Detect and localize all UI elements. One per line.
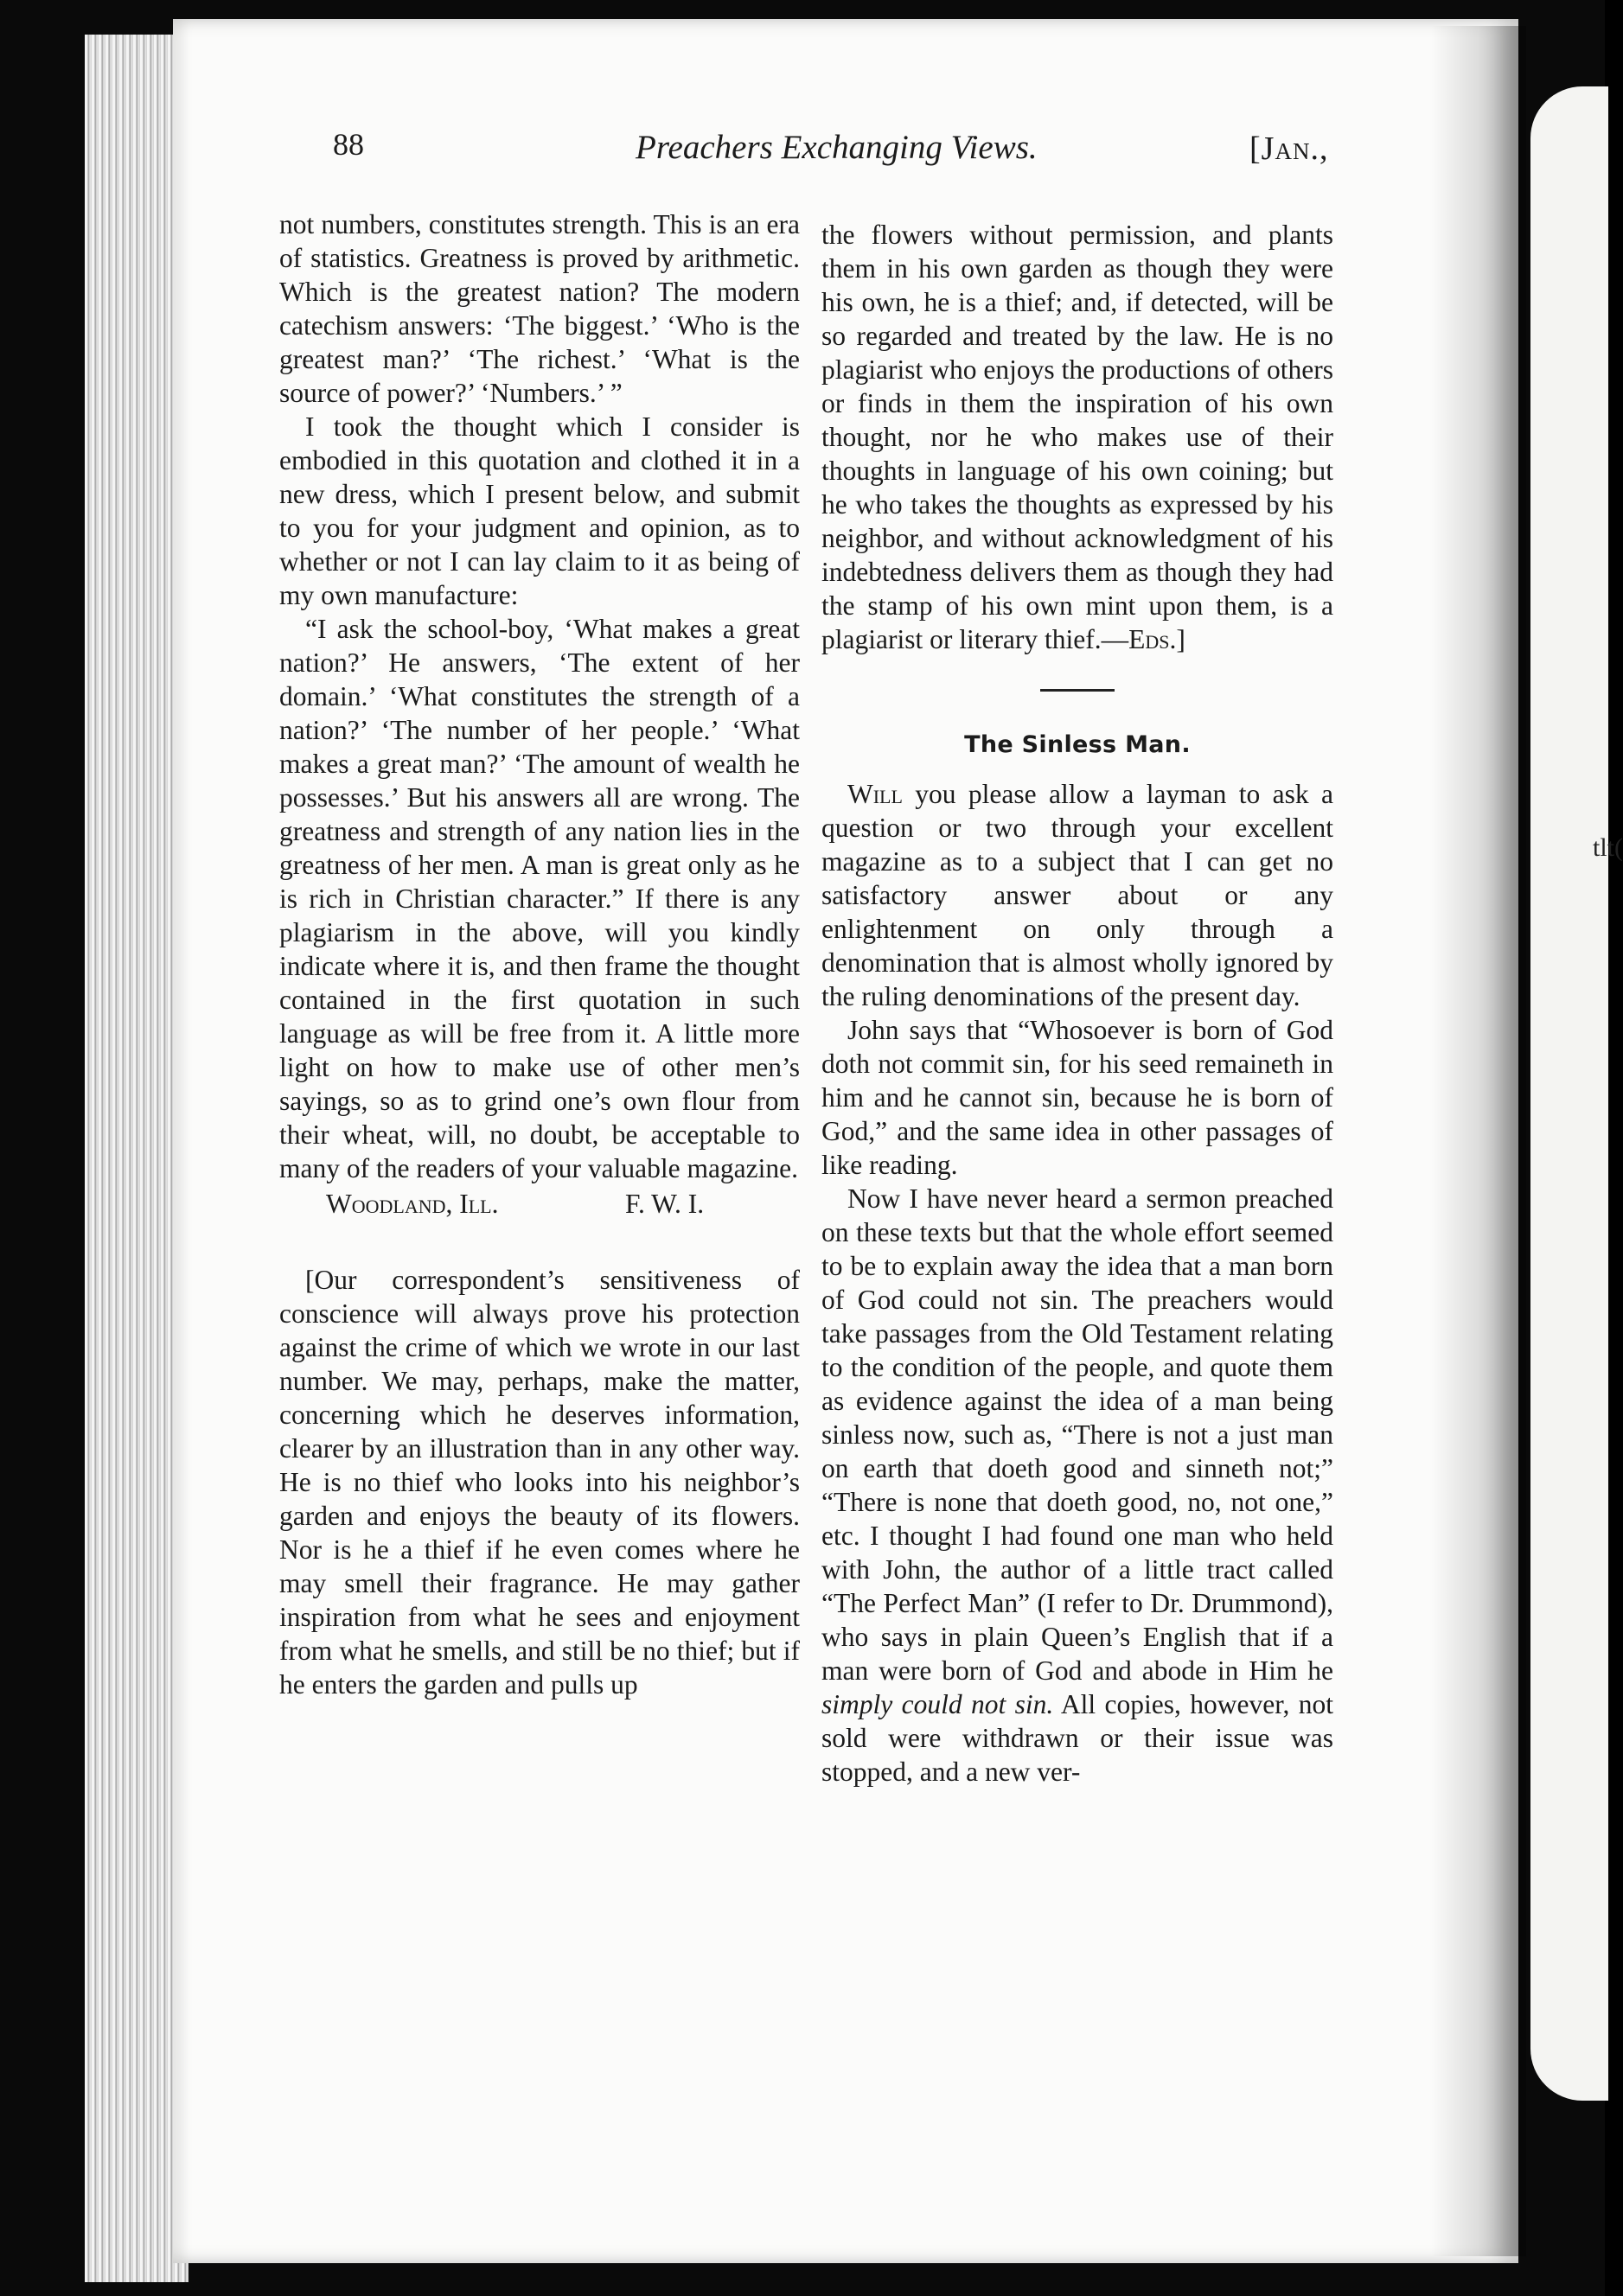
right-paragraph-4-end: All copies, however, not sold were withdrawn or their issue was stopped, and a new ver- <box>821 1689 1333 1787</box>
right-paragraph-4 <box>821 1182 1333 1789</box>
running-title: Preachers Exchanging Views. <box>636 129 1038 166</box>
paragraph-gap <box>279 1223 800 1263</box>
running-header <box>333 121 1388 173</box>
left-paragraph-1: not numbers, constitutes strength. This is an era of statistics. Greatness is proved by arithmetic. Which is the greatest nation? The modern catechism answers: ‘The biggest.’ ‘Who is the greatest man?’ ‘The richest.’ ‘What is the source of power?’ ‘Numbers.’ ” <box>279 209 800 408</box>
right-paragraph-1 <box>821 218 1333 656</box>
right-paragraph-2 <box>821 777 1333 1013</box>
right-paragraph-3: John says that “Whosoever is born of God doth not commit sin, for his seed remaineth in him and he cannot sin, because he is born of God,” and the same idea in other passages of like reading. <box>821 1015 1333 1180</box>
page-gutter-shadow <box>1431 26 1526 2256</box>
right-paragraph-4-text: Now I have never heard a sermon preached on these texts but that the whole effort seemed to be to explain away the idea that a man born of God could not sin. The preachers would take passages from the Old Testament relating to the condition of the people, and quote them as evidence against the idea of a man being sinless now, such as, “There is not a just man on earth that doeth good and sinneth not;” “There is none that doeth good, no, not one,” etc. I thought I had found one man who held with John, the author of a little tract called “The Perfect Man” (I refer to Dr. Drummond), who says in plain Queen’s English that if a man were born of God and abode in Him he <box>821 1183 1333 1686</box>
right-paragraph-2-text: you please allow a layman to ask a question or two through your excellent magazine as to a subject that I can get no satisfactory answer about or any enlightenment on only through a denomination that is almost wholly ignored by the ruling denominations of the present day. <box>821 779 1333 1011</box>
signature-place: Woodland, Ill. <box>326 1189 499 1219</box>
editors-mark: Eds.] <box>1128 624 1185 654</box>
next-page-fragment-text: tlt( <box>1593 833 1623 862</box>
page-number: 88 <box>333 127 364 162</box>
left-paragraph-2: I took the thought which I consider is embodied in this quotation and clothed it in a new dress, which I present below, and submit to you for your judgment and opinion, as to whether or not I can lay claim to it as being of my own manufacture: <box>279 411 800 610</box>
left-paragraph-3: “I ask the school-boy, ‘What makes a great nation?’ He answers, ‘The extent of her domain.’ ‘What constitutes the strength of a nation?’ ‘The number of her people.’ ‘What makes a great man?’ ‘The amount of wealth he possesses.’ But his answers all are wrong. The greatness and strength of any nation lies in the greatness of her men. A man is great only as he is rich in Christian character.” If there is any plagiarism in the above, will you kindly indicate where it is, and then frame the thought contained in the first quotation in such language as will be free from it. A little more light on how to make use of other men’s sayings, so as to grind one’s own flour from their wheat, will, no doubt, be acceptable to many of the readers of your valuable magazine. <box>279 614 800 1183</box>
next-page-edge <box>1530 86 1623 2101</box>
signature-initials: F. W. I. <box>625 1189 705 1219</box>
italic-emphasis: simply could not sin. <box>821 1689 1054 1719</box>
running-month: [Jan., <box>1249 131 1329 167</box>
section-divider <box>1040 689 1115 692</box>
letter-signature <box>279 1187 800 1223</box>
lead-word: Will <box>847 779 903 809</box>
left-column <box>279 207 800 1701</box>
right-paragraph-1-text: the flowers without permission, and plants them in his own garden as though they were his own, he is a thief; and, if detected, will be so regarded and treated by the law. He is no plagiarist who enjoys the productions of others or finds in them the inspiration of his own thought, nor he who makes use of their thoughts in language of his own coining; but he who takes the thoughts as expressed by his neighbor, and without acknowledgment of his indebtedness delivers them as though they had the stamp of his own mint upon them, is a plagiarist or literary thief.— <box>821 220 1333 654</box>
section-title: The Sinless Man. <box>964 731 1191 758</box>
right-column <box>821 218 1333 1789</box>
left-paragraph-4: [Our correspondent’s sensitiveness of conscience will always prove his protection against the crime of which we wrote in our last number. We may, perhaps, make the matter, concerning which he deserves information, clearer by an illustration than in any other way. He is no thief who looks into his neighbor’s garden and enjoys the beauty of its flowers. Nor is he a thief if he even comes where he may smell their fragrance. He may gather inspiration from what he sees and enjoyment from what he smells, and still be no thief; but if he enters the garden and pulls up <box>279 1265 800 1700</box>
